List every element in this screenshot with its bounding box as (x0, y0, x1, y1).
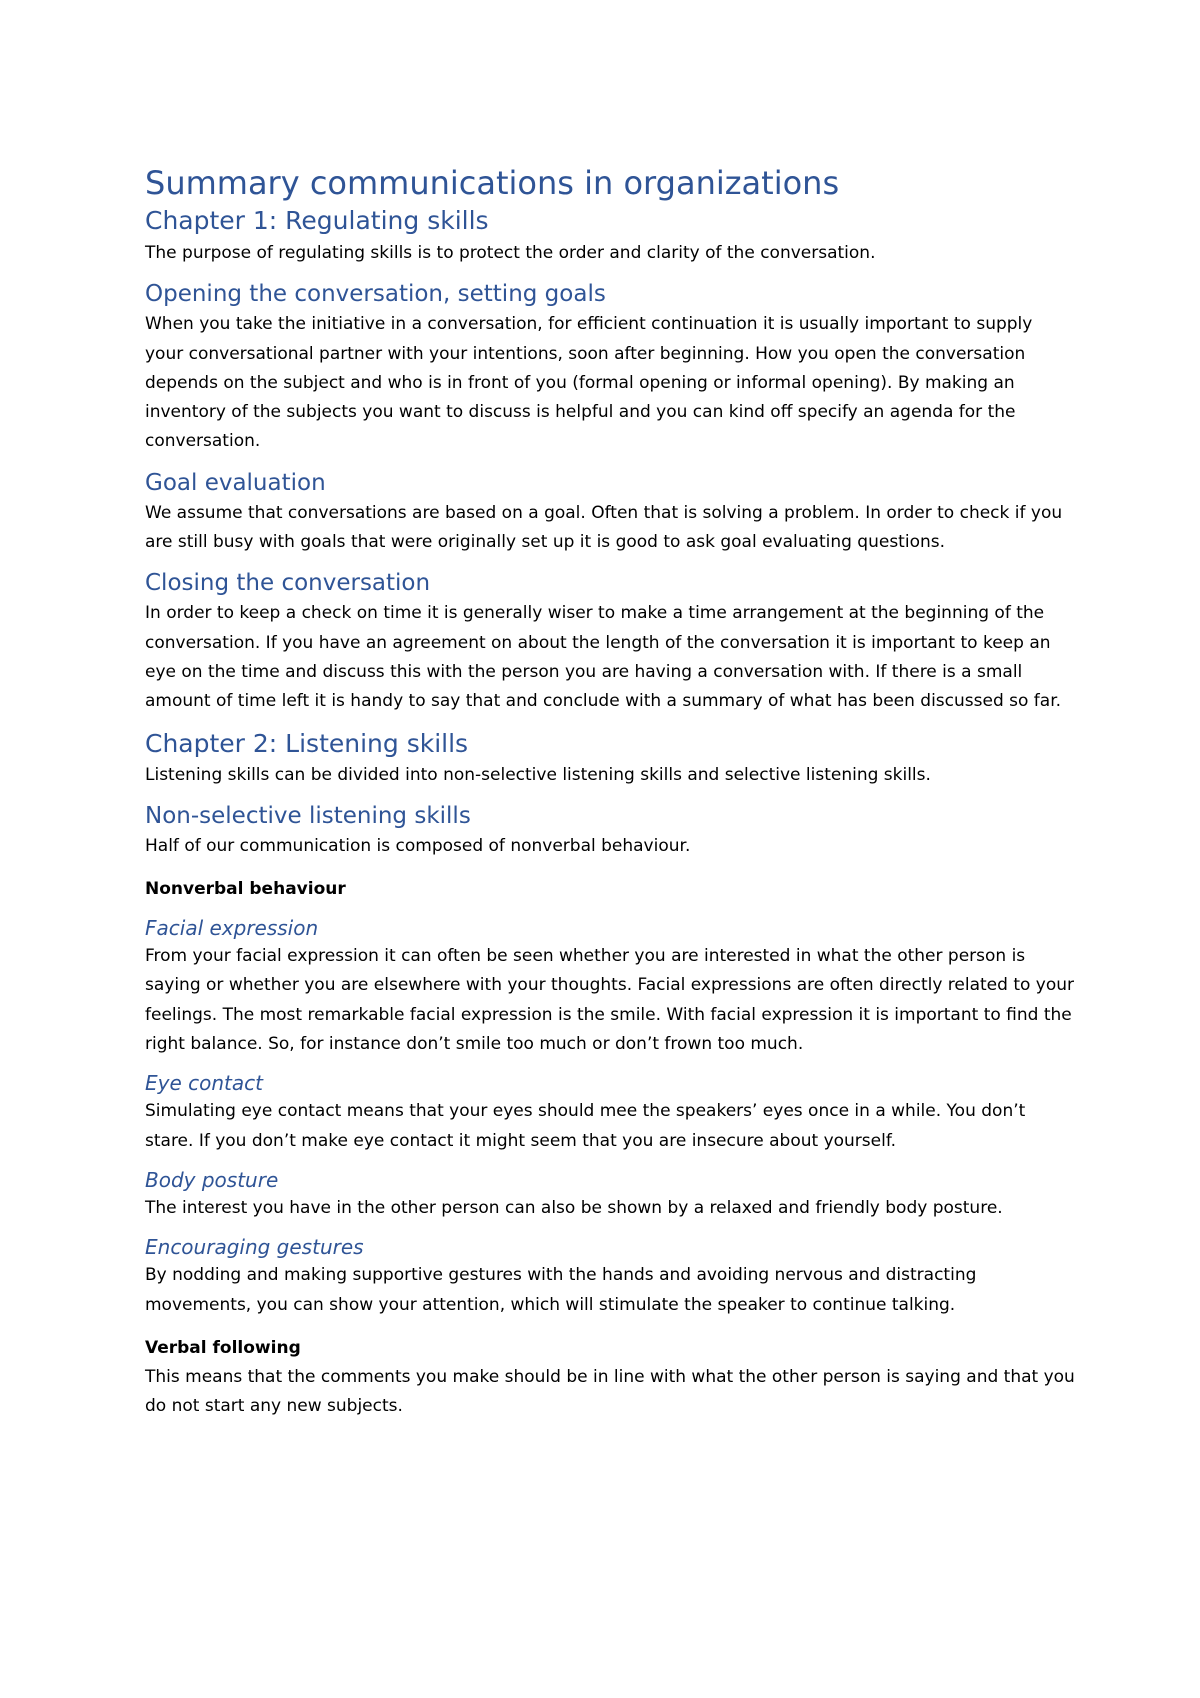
paragraph-chapter-2: Listening skills can be divided into non-selective listening skills and selective listening skills. (145, 764, 931, 785)
heading-encouraging-gestures: Encouraging gestures (145, 1235, 364, 1260)
paragraph-non-selective-listening: Half of our communication is composed of nonverbal behaviour. (145, 835, 691, 856)
heading-closing-conversation: Closing the conversation (145, 570, 431, 597)
heading-facial-expression: Facial expression (145, 916, 319, 941)
heading-body-posture: Body posture (145, 1167, 279, 1192)
paragraph-body-posture: The interest you have in the other person can also be shown by a relaxed and friendly body posture. (145, 1197, 1003, 1218)
heading-non-selective-listening: Non-selective listening skills (145, 802, 471, 829)
paragraph-facial-expression: From your facial expression it can often be seen whether you are interested in what the other person is saying or whether you are elsewhere with your thoughts. Facial expressions are often directly related to your feelings. The most remarkable facial expression is the smile. With facial expression it is important to find the right balance. So, for instance don’t smile too much or don’t frown too much. (145, 946, 1075, 1055)
label-nonverbal-behaviour: Nonverbal behaviour (145, 879, 346, 900)
document-title: Summary communications in organizations (145, 164, 840, 202)
paragraph-opening-conversation: When you take the initiative in a conversation, for efficient continuation it is usually important to supply your conversational partner with your intentions, soon after beginning. How you open the conversation depends on the subject and who is in front of you (formal opening or informal opening). By making an inventory of the subjects you want to discuss is helpful and you can kind off specify an agenda for the conversation. (145, 314, 1033, 452)
heading-goal-evaluation: Goal evaluation (145, 469, 326, 496)
heading-opening-conversation: Opening the conversation, setting goals (145, 281, 606, 308)
paragraph-verbal-following: This means that the comments you make should be in line with what the other person is saying and that you do not start any new subjects. (145, 1366, 1075, 1417)
paragraph-closing-conversation: In order to keep a check on time it is generally wiser to make a time arrangement at the beginning of the conversation. If you have an agreement on about the length of the conversation it is important to keep an eye on the time and discuss this with the person you are having a conversation with. If there is a small amount of time left it is handy to say that and conclude with a summary of what has been discussed so far. (145, 603, 1062, 712)
document-page (145, 162, 1075, 1421)
paragraph-goal-evaluation: We assume that conversations are based on a goal. Often that is solving a problem. In order to check if you are still busy with goals that were originally set up it is good to ask goal evaluating questions. (145, 502, 1063, 553)
label-verbal-following: Verbal following (145, 1337, 301, 1358)
paragraph-chapter-1: The purpose of regulating skills is to protect the order and clarity of the conversation. (145, 243, 876, 263)
paragraph-encouraging-gestures: By nodding and making supportive gestures with the hands and avoiding nervous and distracting movements, you can show your attention, which will stimulate the speaker to continue talking. (145, 1265, 977, 1315)
heading-eye-contact: Eye contact (145, 1071, 263, 1096)
paragraph-eye-contact: Simulating eye contact means that your eyes should mee the speakers’ eyes once in a while. You don’t stare. If you don’t make eye contact it might seem that you are insecure about yourself. (145, 1101, 1026, 1151)
heading-chapter-1: Chapter 1: Regulating skills (145, 206, 489, 235)
heading-chapter-2: Chapter 2: Listening skills (145, 728, 469, 758)
